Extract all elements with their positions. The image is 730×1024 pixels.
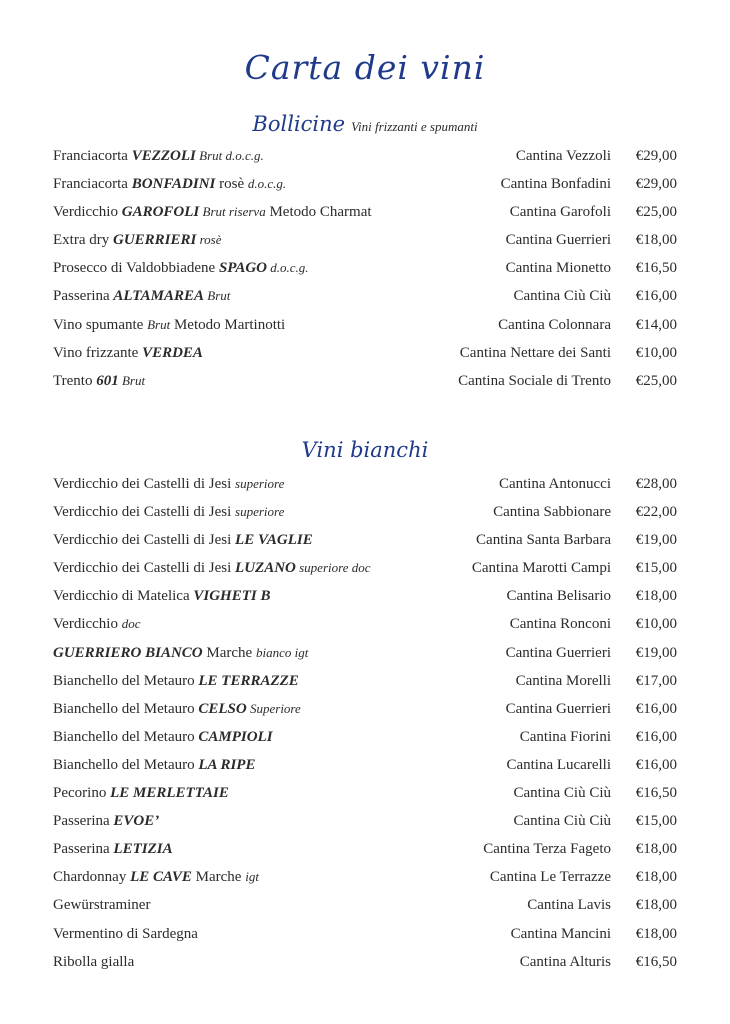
wine-note-italic: igt [245, 869, 259, 885]
wine-text: Marche [191, 869, 246, 886]
price: €15,00 [635, 813, 677, 830]
price: €25,00 [635, 372, 677, 389]
price: €18,00 [635, 232, 677, 249]
producer: Cantina Guerrieri [505, 700, 611, 717]
wine-name [53, 282, 230, 310]
producer: Cantina Lucarelli [506, 756, 611, 773]
price: €19,00 [635, 532, 677, 549]
producer: Cantina Le Terrazze [489, 869, 611, 886]
wine-text: Verdicchio dei Castelli di Jesi [53, 560, 236, 577]
price: €25,00 [635, 204, 677, 221]
price: €16,00 [635, 728, 677, 745]
price: €18,00 [635, 897, 677, 914]
wine-name [53, 470, 284, 498]
page-title: Carta dei vini [244, 48, 486, 87]
wine-row [53, 498, 677, 526]
wine-row [53, 226, 677, 254]
section-header-bollicine [0, 112, 730, 136]
producer: Cantina Ciù Ciù [513, 288, 611, 305]
wine-text: Passerina [53, 288, 114, 305]
wine-row [53, 142, 677, 170]
wine-text: Vino frizzante [53, 344, 143, 361]
wine-note-italic: d.o.c.g. [247, 176, 287, 192]
price: €16,00 [635, 288, 677, 305]
wine-text: Bianchello del Metauro [53, 700, 199, 717]
wine-row [53, 751, 677, 779]
wine-label-bold: LA RIPE [198, 756, 256, 773]
wine-name [53, 498, 284, 526]
producer: Cantina Sociale di Trento [458, 372, 611, 389]
wine-text: Pecorino [53, 785, 111, 802]
price: €10,00 [635, 616, 677, 633]
price: €16,50 [635, 953, 677, 970]
wine-name [53, 226, 222, 254]
wine-name [53, 751, 255, 779]
wine-text: Verdicchio dei Castelli di Jesi [53, 504, 236, 521]
producer: Cantina Garofoli [509, 204, 611, 221]
wine-note-italic: superiore [235, 504, 285, 520]
wine-label-bold: LETIZIA [113, 841, 173, 858]
wine-text: rosè [215, 176, 248, 193]
price: €28,00 [635, 476, 677, 492]
wine-label-bold: CAMPIOLI [198, 728, 273, 745]
price: €14,00 [635, 316, 677, 333]
wine-label-bold: GAROFOLI [121, 204, 200, 221]
wine-note-italic: Superiore [246, 700, 301, 716]
wine-text: Trento [53, 372, 97, 389]
wine-name [53, 582, 270, 610]
wine-note-italic: d.o.c.g. [267, 260, 309, 276]
wine-text: Ribolla gialla [53, 953, 135, 970]
wine-label-bold: SPAGO [218, 260, 267, 277]
section-subtitle: Vini frizzanti e spumanti [351, 119, 478, 134]
producer: Cantina Guerrieri [505, 644, 611, 661]
price: €18,00 [635, 841, 677, 858]
price: €16,50 [635, 785, 677, 802]
producer: Cantina Sabbionare [493, 504, 611, 521]
price: €18,00 [635, 925, 677, 942]
wine-note-italic: superiore [235, 476, 285, 491]
wine-text: Bianchello del Metauro [53, 728, 199, 745]
wine-text: Prosecco di Valdobbiadene [53, 260, 219, 277]
price: €16,00 [635, 700, 677, 717]
wine-name [53, 639, 308, 667]
wine-row [53, 582, 677, 610]
wine-row [53, 198, 677, 226]
wine-label-bold: LE VAGLIE [235, 532, 313, 549]
producer: Cantina Colonnara [498, 316, 611, 333]
wine-row [53, 807, 677, 835]
wine-text: Bianchello del Metauro [53, 756, 199, 773]
section-title: Bollicine [252, 112, 346, 136]
wine-note-italic: Brut d.o.c.g. [195, 148, 264, 163]
wine-text: Marche [202, 644, 256, 661]
wine-label-bold: BONFADINI [131, 176, 216, 193]
wine-name [53, 667, 299, 695]
producer: Cantina Belisario [506, 588, 611, 605]
price: €18,00 [635, 588, 677, 605]
wine-label-bold: 601 [96, 372, 119, 389]
wine-row [53, 863, 677, 891]
wine-row [53, 367, 677, 395]
wine-name [53, 142, 264, 170]
producer: Cantina Fiorini [519, 728, 611, 745]
producer: Cantina Lavis [527, 897, 611, 914]
wine-name [53, 254, 309, 282]
wine-text: Verdicchio di Matelica [53, 588, 194, 605]
wine-text: Bianchello del Metauro [53, 672, 199, 689]
producer: Cantina Vezzoli [515, 148, 611, 164]
price: €29,00 [635, 148, 677, 164]
wine-note-italic: Brut riserva [199, 204, 266, 220]
wine-label-bold: GUERRIERI [112, 232, 197, 249]
wine-label-bold: CELSO [198, 700, 247, 717]
wine-name [53, 948, 134, 976]
price: €17,00 [635, 672, 677, 689]
wine-label-bold: GUERRIERO BIANCO [53, 644, 203, 661]
wine-label-bold: LE MERLETTAIE [110, 785, 229, 802]
price: €29,00 [635, 176, 677, 193]
wine-text: Verdicchio dei Castelli di Jesi [53, 476, 236, 492]
wine-name [53, 723, 273, 751]
producer: Cantina Ciù Ciù [513, 813, 611, 830]
wine-note-italic: Brut [147, 316, 171, 332]
producer: Cantina Antonucci [498, 476, 611, 492]
wine-note-italic: superiore doc [295, 560, 371, 576]
wine-text: Gewürstraminer [53, 897, 151, 914]
wine-text: Chardonnay [53, 869, 131, 886]
wine-row [53, 311, 677, 339]
wine-text: Franciacorta [53, 176, 132, 193]
wine-name [53, 863, 259, 891]
price: €15,00 [635, 560, 677, 577]
producer: Cantina Mionetto [505, 260, 611, 277]
price: €18,00 [635, 869, 677, 886]
wine-row [53, 170, 677, 198]
wine-text: Verdicchio dei Castelli di Jesi [53, 532, 236, 549]
wine-row [53, 779, 677, 807]
producer: Cantina Marotti Campi [471, 560, 611, 577]
wine-row [53, 554, 677, 582]
wine-note-italic: rosè [196, 232, 222, 248]
wine-name [53, 610, 141, 638]
wine-name [53, 367, 145, 395]
wine-row [53, 610, 677, 638]
wine-row [53, 948, 677, 976]
wine-label-bold: VIGHETI B [193, 588, 271, 605]
wine-text: Verdicchio [53, 616, 122, 633]
wine-text: Franciacorta [53, 148, 132, 164]
wine-note-italic: doc [121, 616, 141, 632]
wine-list-bollicine [53, 142, 677, 395]
wine-row [53, 470, 677, 498]
wine-row [53, 667, 677, 695]
wine-name [53, 835, 173, 863]
producer: Cantina Guerrieri [505, 232, 611, 249]
wine-text: Verdicchio [53, 204, 122, 221]
wine-text: Vino spumante [53, 316, 148, 333]
wine-list-vini-bianchi [53, 470, 677, 976]
wine-row [53, 282, 677, 310]
price: €16,50 [635, 260, 677, 277]
wine-note-italic: Brut [118, 372, 146, 388]
wine-text: Extra dry [53, 232, 113, 249]
wine-row [53, 695, 677, 723]
wine-name [53, 891, 150, 919]
price: €10,00 [635, 344, 677, 361]
wine-text: Passerina [53, 841, 114, 858]
wine-text: Passerina [53, 813, 114, 830]
wine-name [53, 779, 229, 807]
wine-label-bold: VEZZOLI [131, 148, 196, 164]
section-title: Vini bianchi [301, 438, 429, 462]
wine-row [53, 339, 677, 367]
wine-text: Metodo Martinotti [170, 316, 286, 333]
producer: Cantina Ciù Ciù [513, 785, 611, 802]
wine-row [53, 920, 677, 948]
producer: Cantina Ronconi [509, 616, 611, 633]
wine-row [53, 526, 677, 554]
wine-name [53, 554, 371, 582]
producer: Cantina Nettare dei Santi [459, 344, 611, 361]
producer: Cantina Bonfadini [500, 176, 611, 193]
wine-label-bold: VERDEA [142, 344, 203, 361]
price: €19,00 [635, 644, 677, 661]
wine-name [53, 920, 198, 948]
wine-note-italic: bianco igt [255, 644, 309, 660]
producer: Cantina Mancini [510, 925, 611, 942]
wine-text: Vermentino di Sardegna [53, 925, 198, 942]
producer: Cantina Morelli [515, 672, 611, 689]
wine-row [53, 254, 677, 282]
wine-label-bold: LE CAVE [130, 869, 192, 886]
wine-name [53, 695, 301, 723]
section-header-vini-bianchi [0, 438, 730, 462]
wine-text: Metodo Charmat [265, 204, 372, 221]
wine-name [53, 807, 159, 835]
wine-name [53, 198, 372, 226]
wine-name [53, 339, 203, 367]
producer: Cantina Terza Fageto [483, 841, 611, 858]
wine-label-bold: LUZANO [235, 560, 296, 577]
wine-row [53, 723, 677, 751]
wine-row [53, 639, 677, 667]
wine-note-italic: Brut [204, 288, 231, 304]
wine-name [53, 526, 313, 554]
wine-label-bold: ALTAMAREA [113, 288, 204, 305]
wine-row [53, 835, 677, 863]
wine-label-bold: LE TERRAZZE [198, 672, 299, 689]
producer: Cantina Santa Barbara [476, 532, 611, 549]
producer: Cantina Alturis [519, 953, 611, 970]
price: €22,00 [635, 504, 677, 521]
wine-name [53, 170, 286, 198]
wine-name [53, 311, 285, 339]
wine-label-bold: EVOE’ [113, 813, 160, 830]
price: €16,00 [635, 756, 677, 773]
wine-row [53, 891, 677, 919]
